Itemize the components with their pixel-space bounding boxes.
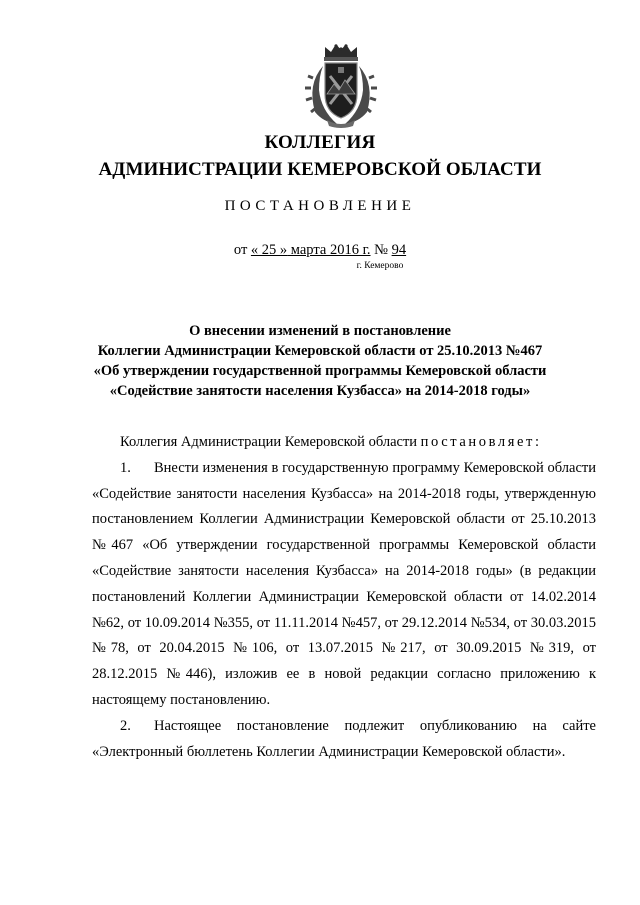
org-title-line-1: КОЛЛЕГИЯ <box>264 132 376 153</box>
city: г. Кемерово <box>356 261 404 271</box>
date-number-line <box>0 242 640 259</box>
clause-text: Внести изменения в государственную программу Кемеровской области «Содействие занятости населения Кузбасса» на 2014-2018 годы, утвержденную постановлением Коллегии Администрации Кемеровской области от 25.10.2013 №467 «Об утверждении государственной программы Кемеровской области «Содействие занятости населения Кузбасса» на 2014-2018 годы» (в редакции постановлений Коллегии Администрации Кемеровской области от 14.02.2014 №62, от 10.09.2014 №355, от 11.11.2014 №457, от 29.12.2014 №534, от 30.03.2015 №78, от 20.04.2015 №106, от 13.07.2015 №217, от 30.09.2015 №319, от 28.12.2015 №446), изложив ее в новой редакции согласно приложению к настоящему постановлению. <box>92 459 596 708</box>
document-subject <box>0 321 640 401</box>
clause-1 <box>92 456 596 714</box>
subject-line: О внесении изменений в постановление <box>189 323 451 339</box>
org-title-line-2: АДМИНИСТРАЦИИ КЕМЕРОВСКОЙ ОБЛАСТИ <box>98 159 542 180</box>
number-sign: № <box>370 242 392 258</box>
document-number: 94 <box>391 242 407 258</box>
subject-line: «Содействие занятости населения Кузбасса» на 2014-2018 годы» <box>109 383 531 399</box>
preamble-text: Коллегия Администрации Кемеровской области <box>120 434 421 450</box>
clause-text: Настоящее постановление подлежит опубликованию на сайте «Электронный бюллетень Коллегии Администрации Кемеровской области». <box>92 717 596 760</box>
clause-2 <box>92 714 596 766</box>
subject-line: «Об утверждении государственной программы Кемеровской области <box>93 363 547 379</box>
date-month-year: марта 2016 г. <box>287 242 371 258</box>
preamble-resolves: постановляет: <box>420 434 542 450</box>
subject-line: Коллегии Администрации Кемеровской области от 25.10.2013 №467 <box>97 343 543 359</box>
clause-number: 2. <box>120 717 131 734</box>
document-type: ПОСТАНОВЛЕНИЕ <box>224 198 416 214</box>
preamble <box>92 430 596 456</box>
clause-number: 1. <box>120 459 131 476</box>
date-prefix: от <box>233 242 251 258</box>
coat-of-arms-icon <box>301 42 381 128</box>
document-body <box>92 430 596 765</box>
date-day: « 25 » <box>250 242 288 258</box>
